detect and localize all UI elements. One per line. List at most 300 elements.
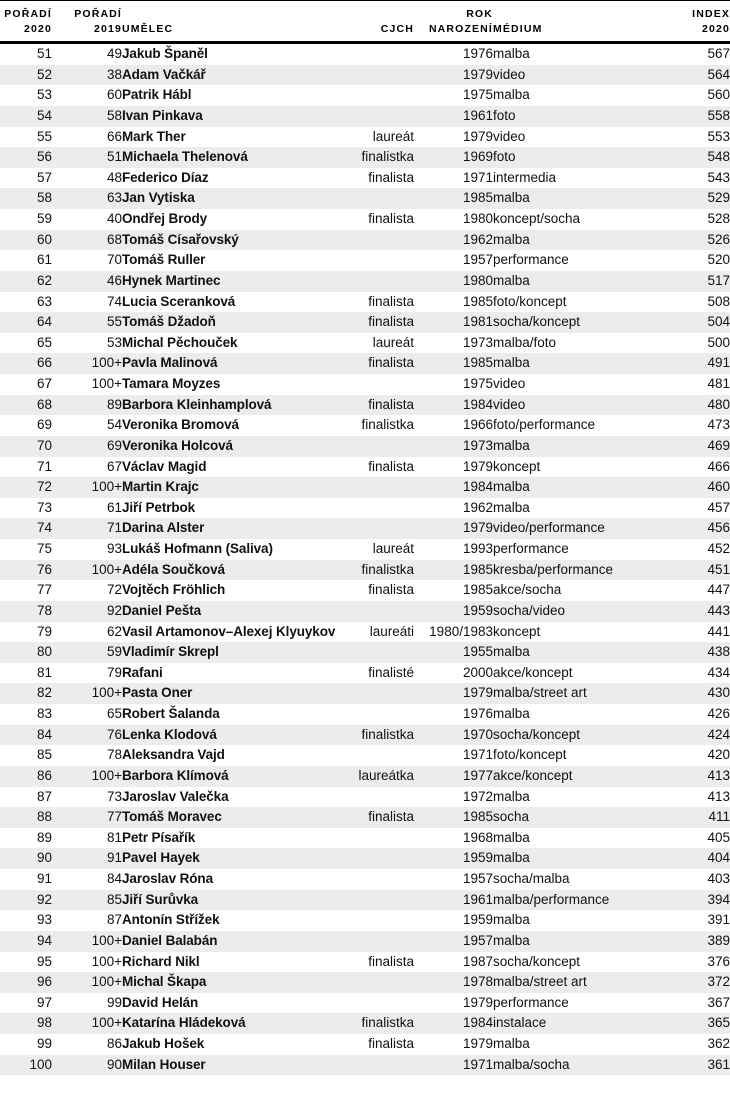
- table-row[interactable]: [0, 312, 730, 333]
- cell-rank2020: 75: [36, 541, 52, 556]
- cell-index: 413: [707, 788, 730, 804]
- cell-rank2020: 94: [36, 932, 52, 948]
- column-header-index-2020-line1: INDEX: [692, 8, 730, 20]
- cell-rank2019: 79: [106, 664, 122, 680]
- cell-year: 1970: [462, 726, 493, 742]
- table-row[interactable]: [0, 663, 730, 684]
- cell-index: 473: [707, 417, 730, 433]
- cell-artist: Michaela Thelenová: [122, 149, 248, 165]
- cell-rank2019: 48: [106, 169, 122, 185]
- cell-index: 529: [707, 190, 730, 206]
- table-row[interactable]: [0, 642, 730, 663]
- cell-artist: Lenka Klodová: [122, 726, 217, 742]
- cell-cjch: [310, 477, 414, 498]
- cell-index: 520: [707, 252, 730, 268]
- cell-rank2019: 51: [106, 149, 122, 165]
- cell-index: 434: [707, 664, 730, 680]
- table-row[interactable]: [0, 436, 730, 457]
- cell-artist: Vojtěch Fröhlich: [122, 582, 226, 598]
- cell-rank2019: 100+: [91, 561, 122, 577]
- table-row[interactable]: [0, 910, 730, 931]
- cell-medium: foto/koncept: [493, 293, 567, 309]
- cell-rank2020: 67: [36, 376, 52, 391]
- cell-artist: Rafani: [122, 664, 163, 680]
- cell-artist: Jakub Španěl: [122, 46, 208, 61]
- cell-rank2020: 55: [36, 128, 52, 144]
- cell-cjch: laureáti: [369, 623, 414, 639]
- cell-artist: Barbora Klímová: [122, 767, 229, 783]
- cell-rank2019: 53: [106, 334, 122, 350]
- cell-year: 1961: [462, 107, 493, 123]
- bottom-spacer: [0, 1075, 730, 1093]
- table-row[interactable]: [0, 560, 730, 581]
- cell-artist: Mark Ther: [122, 128, 186, 144]
- cell-medium: malba: [493, 706, 530, 721]
- cell-index: 426: [707, 706, 730, 721]
- cell-medium: malba/performance: [493, 891, 610, 907]
- cell-medium: video: [493, 128, 526, 144]
- table-row[interactable]: [0, 188, 730, 209]
- cell-rank2020: 98: [36, 1015, 52, 1031]
- cell-index: 567: [707, 46, 730, 61]
- cell-index: 553: [707, 128, 730, 144]
- cell-rank2019: 67: [106, 458, 122, 474]
- cell-rank2019: 76: [106, 726, 122, 742]
- cell-rank2020: 82: [36, 685, 52, 701]
- cell-artist: Lucia Sceranková: [122, 293, 236, 309]
- table-row[interactable]: [0, 106, 730, 127]
- table-row[interactable]: [0, 147, 730, 168]
- cell-cjch: finalisté: [368, 664, 414, 680]
- cell-rank2020: 57: [36, 169, 52, 185]
- cell-artist: Tomáš Ruller: [122, 252, 206, 268]
- table-row[interactable]: [0, 457, 730, 478]
- cell-rank2019: 70: [106, 252, 122, 268]
- cell-year: 1966: [462, 417, 493, 433]
- table-row[interactable]: [0, 333, 730, 354]
- table-row[interactable]: [0, 683, 730, 704]
- cell-rank2020: 92: [36, 891, 52, 907]
- table-row[interactable]: [0, 745, 730, 766]
- column-header-cjch-line2: CJCH: [380, 23, 414, 35]
- table-row[interactable]: [0, 539, 730, 560]
- cell-medium: malba: [493, 644, 530, 660]
- table-row[interactable]: [0, 292, 730, 313]
- table-row[interactable]: [0, 890, 730, 911]
- cell-artist: Vasil Artamonov–Alexej Klyuykov: [122, 623, 336, 639]
- cell-year: 1957: [462, 871, 493, 886]
- table-row[interactable]: [0, 250, 730, 271]
- cell-artist: Patrik Hábl: [122, 87, 192, 103]
- cell-rank2019: 63: [106, 190, 122, 206]
- cell-year: 1976: [462, 46, 493, 61]
- table-row[interactable]: [0, 766, 730, 787]
- cell-medium: koncept: [493, 458, 541, 474]
- cell-rank2020: 91: [36, 871, 52, 886]
- cell-year: 1957: [462, 252, 493, 268]
- column-header-rank-2019-line1: POŘADÍ: [74, 8, 122, 20]
- cell-rank2020: 88: [36, 809, 52, 825]
- cell-artist: Federico Díaz: [122, 169, 209, 185]
- cell-rank2020: 70: [36, 437, 52, 453]
- cell-rank2020: 89: [36, 829, 52, 845]
- cell-year: 1984: [462, 1015, 493, 1031]
- cell-index: 441: [707, 623, 730, 639]
- cell-cjch: [310, 65, 414, 86]
- cell-cjch: [310, 85, 414, 106]
- cell-medium: socha: [493, 809, 530, 825]
- cell-rank2020: 65: [36, 334, 52, 350]
- cell-rank2020: 71: [36, 458, 52, 474]
- column-header-birth-year-line1: ROK: [466, 8, 493, 20]
- cell-rank2019: 78: [106, 747, 122, 763]
- cell-medium: performance: [493, 994, 569, 1010]
- cell-rank2020: 72: [36, 479, 52, 495]
- table-row[interactable]: [0, 498, 730, 519]
- cell-rank2019: 61: [106, 499, 122, 515]
- cell-year: 1957: [462, 932, 493, 948]
- cell-rank2019: 100+: [91, 355, 122, 371]
- cell-medium: video: [493, 66, 526, 82]
- cell-year: 1979: [462, 520, 493, 536]
- cell-index: 481: [707, 376, 730, 391]
- cell-medium: akce/koncept: [493, 767, 573, 783]
- cell-rank2019: 100+: [91, 376, 122, 391]
- cell-cjch: finalista: [368, 314, 414, 330]
- cell-year: 1993: [462, 541, 493, 556]
- cell-artist: Jaroslav Róna: [122, 871, 213, 886]
- column-header-index-2020-line2: 2020: [702, 23, 730, 35]
- cell-index: 447: [707, 582, 730, 598]
- table-row[interactable]: [0, 622, 730, 643]
- table-row[interactable]: [0, 271, 730, 292]
- cell-index: 438: [707, 644, 730, 660]
- table-row[interactable]: [0, 952, 730, 973]
- cell-rank2020: 85: [36, 747, 52, 763]
- table-row[interactable]: [0, 43, 730, 65]
- cell-artist: Darina Alster: [122, 520, 205, 536]
- cell-rank2019: 40: [106, 211, 122, 226]
- cell-cjch: [310, 869, 414, 890]
- cell-artist: Jan Vytiska: [122, 190, 195, 206]
- cell-rank2020: 99: [36, 1036, 52, 1051]
- cell-rank2020: 58: [36, 190, 52, 206]
- cell-cjch: [310, 43, 414, 65]
- cell-medium: malba: [493, 479, 530, 495]
- cell-cjch: [310, 993, 414, 1014]
- cell-cjch: [310, 374, 414, 395]
- cell-index: 457: [707, 499, 730, 515]
- cell-rank2019: 100+: [91, 1015, 122, 1031]
- table-row[interactable]: [0, 168, 730, 189]
- cell-rank2020: 51: [36, 46, 52, 61]
- cell-index: 413: [707, 767, 730, 783]
- table-row[interactable]: [0, 828, 730, 849]
- table-row[interactable]: [0, 1034, 730, 1055]
- cell-year: 1985: [462, 355, 493, 371]
- cell-index: 451: [707, 561, 730, 577]
- cell-index: 403: [707, 871, 730, 886]
- cell-rank2020: 76: [36, 561, 52, 577]
- cell-rank2019: 46: [106, 272, 122, 288]
- cell-rank2020: 64: [36, 314, 52, 330]
- cell-medium: kresba/performance: [493, 561, 614, 577]
- table-row[interactable]: [0, 209, 730, 230]
- cell-medium: malba: [493, 829, 530, 845]
- cell-cjch: [310, 683, 414, 704]
- cell-medium: socha/malba: [493, 871, 570, 886]
- cell-artist: Jiří Surůvka: [122, 891, 199, 907]
- cell-rank2019: 49: [106, 46, 122, 61]
- table-row[interactable]: [0, 518, 730, 539]
- table-row[interactable]: [0, 807, 730, 828]
- cell-medium: koncept/socha: [493, 211, 581, 226]
- cell-rank2019: 89: [106, 396, 122, 412]
- cell-index: 491: [707, 355, 730, 371]
- cell-cjch: [310, 704, 414, 725]
- cell-medium: malba: [493, 1036, 530, 1051]
- cell-artist: Tomáš Džadoň: [122, 314, 216, 330]
- cell-rank2020: 68: [36, 396, 52, 412]
- cell-cjch: [310, 787, 414, 808]
- cell-rank2020: 73: [36, 499, 52, 515]
- cell-year: 1984: [462, 396, 493, 412]
- cell-year: 1977: [462, 767, 493, 783]
- cell-rank2019: 81: [106, 829, 122, 845]
- cell-artist: Jiří Petrbok: [122, 499, 196, 515]
- cell-artist: Veronika Holcová: [122, 437, 233, 453]
- cell-rank2019: 58: [106, 107, 122, 123]
- table-row[interactable]: [0, 931, 730, 952]
- cell-rank2020: 79: [36, 623, 52, 639]
- table-row[interactable]: [0, 580, 730, 601]
- cell-cjch: finalistka: [361, 149, 414, 165]
- cell-rank2020: 56: [36, 149, 52, 165]
- cell-rank2020: 83: [36, 706, 52, 721]
- cell-cjch: finalista: [368, 953, 414, 969]
- cell-rank2019: 92: [106, 602, 122, 618]
- cell-year: 1969: [462, 149, 493, 165]
- cell-artist: Robert Šalanda: [122, 706, 220, 721]
- cell-medium: malba: [493, 788, 530, 804]
- cell-year: 1980: [462, 211, 493, 226]
- cell-cjch: [310, 498, 414, 519]
- cell-rank2019: 100+: [91, 974, 122, 990]
- cell-rank2019: 100+: [91, 953, 122, 969]
- cell-rank2019: 86: [106, 1036, 122, 1051]
- cell-year: 1985: [462, 561, 493, 577]
- cell-index: 480: [707, 396, 730, 412]
- table-row[interactable]: [0, 848, 730, 869]
- cell-medium: malba: [493, 355, 530, 371]
- cell-medium: malba/socha: [493, 1056, 570, 1072]
- cell-medium: malba: [493, 912, 530, 928]
- table-row[interactable]: [0, 477, 730, 498]
- cell-index: 389: [707, 932, 730, 948]
- cell-index: 466: [707, 458, 730, 474]
- column-header-birth-year-line2: NAROZENÍ: [428, 23, 493, 35]
- table-row[interactable]: [0, 787, 730, 808]
- cell-year: 1979: [462, 66, 493, 82]
- cell-artist: Richard Nikl: [122, 953, 200, 969]
- cell-year: 1959: [462, 850, 493, 866]
- table-body: [0, 43, 730, 1076]
- cell-index: 394: [707, 891, 730, 907]
- cell-year: 1971: [462, 1056, 493, 1072]
- cell-year: 1968: [462, 829, 493, 845]
- cell-rank2020: 74: [36, 520, 52, 536]
- cell-rank2020: 63: [36, 293, 52, 309]
- cell-year: 1962: [462, 499, 493, 515]
- cell-index: 564: [707, 66, 730, 82]
- cell-artist: Pasta Oner: [122, 685, 193, 701]
- column-header-cjch: [310, 1, 414, 43]
- cell-cjch: finalistka: [361, 1015, 414, 1031]
- cell-medium: malba/foto: [493, 334, 557, 350]
- table-row[interactable]: [0, 972, 730, 993]
- table-row[interactable]: [0, 65, 730, 86]
- cell-medium: akce/socha: [493, 582, 562, 598]
- cell-artist: Michal Pěchouček: [122, 334, 238, 350]
- cell-index: 460: [707, 479, 730, 495]
- column-header-index-2020: [653, 1, 730, 43]
- cell-artist: Václav Magid: [122, 458, 207, 474]
- table-row[interactable]: [0, 993, 730, 1014]
- cell-medium: malba: [493, 190, 530, 206]
- cell-cjch: finalista: [368, 809, 414, 825]
- cell-artist: Pavla Malinová: [122, 355, 218, 371]
- cell-rank2019: 100+: [91, 685, 122, 701]
- cell-medium: foto/performance: [493, 417, 596, 433]
- table-row[interactable]: [0, 85, 730, 106]
- cell-rank2019: 59: [106, 644, 122, 660]
- table-row[interactable]: [0, 601, 730, 622]
- cell-year: 1961: [462, 891, 493, 907]
- cell-rank2020: 95: [36, 953, 52, 969]
- cell-year: 1976: [462, 706, 493, 721]
- cell-index: 548: [707, 149, 730, 165]
- cell-year: 1979: [462, 1036, 493, 1051]
- table-row[interactable]: [0, 353, 730, 374]
- cell-cjch: finalista: [368, 582, 414, 598]
- cell-rank2019: 38: [106, 66, 122, 82]
- cell-rank2020: 97: [36, 994, 52, 1010]
- cell-artist: Veronika Bromová: [122, 417, 239, 433]
- cell-year: 1985: [462, 582, 493, 598]
- cell-medium: foto: [493, 107, 516, 123]
- column-header-rank-2020-line2: 2020: [24, 23, 52, 35]
- table-row[interactable]: [0, 725, 730, 746]
- cell-index: 430: [707, 685, 730, 701]
- cell-cjch: laureát: [372, 128, 414, 144]
- table-row[interactable]: [0, 415, 730, 436]
- cell-index: 508: [707, 293, 730, 309]
- cell-index: 391: [707, 912, 730, 928]
- cell-index: 517: [707, 272, 730, 288]
- cell-year: 1980: [462, 272, 493, 288]
- cell-medium: performance: [493, 541, 569, 556]
- cell-rank2020: 61: [36, 252, 52, 268]
- cell-medium: socha/video: [493, 602, 566, 618]
- table-row[interactable]: [0, 704, 730, 725]
- cell-cjch: [310, 972, 414, 993]
- cell-artist: Vladimír Skrepl: [122, 644, 219, 660]
- table-header: [0, 1, 730, 43]
- cell-year: 1971: [462, 747, 493, 763]
- column-header-medium-line2: MÉDIUM: [493, 23, 543, 35]
- cell-rank2019: 84: [106, 871, 122, 886]
- cell-medium: foto: [493, 149, 516, 165]
- cell-cjch: finalista: [368, 1036, 414, 1051]
- table-row[interactable]: [0, 127, 730, 148]
- cell-medium: akce/koncept: [493, 664, 573, 680]
- column-header-artist-line2: UMĚLEC: [122, 23, 174, 35]
- cell-artist: David Helán: [122, 994, 199, 1010]
- cell-index: 500: [707, 334, 730, 350]
- cell-medium: malba: [493, 932, 530, 948]
- table-row[interactable]: [0, 395, 730, 416]
- cell-medium: malba: [493, 87, 530, 103]
- table-row[interactable]: [0, 1013, 730, 1034]
- cell-rank2019: 77: [106, 809, 122, 825]
- cell-year: 1979: [462, 458, 493, 474]
- cell-cjch: [310, 931, 414, 952]
- table-header-row: [0, 1, 730, 43]
- cell-index: 543: [707, 169, 730, 185]
- cell-year: 1973: [462, 334, 493, 350]
- cell-year: 1962: [462, 231, 493, 247]
- table-row[interactable]: [0, 869, 730, 890]
- cell-medium: malba: [493, 46, 530, 61]
- table-row[interactable]: [0, 1055, 730, 1076]
- cell-year: 1975: [462, 376, 493, 391]
- cell-artist: Barbora Kleinhamplová: [122, 396, 272, 412]
- cell-index: 361: [707, 1056, 730, 1072]
- cell-medium: instalace: [493, 1015, 547, 1031]
- cell-rank2020: 90: [36, 850, 52, 866]
- cell-year: 1980/1983: [429, 623, 493, 639]
- cell-medium: malba/street art: [493, 685, 587, 701]
- cell-artist: Daniel Pešta: [122, 602, 202, 618]
- cell-medium: malba/street art: [493, 974, 587, 990]
- cell-index: 404: [707, 850, 730, 866]
- cell-rank2020: 96: [36, 974, 52, 990]
- column-header-artist: [122, 1, 310, 43]
- column-header-rank-2020: [0, 1, 52, 43]
- cell-cjch: [310, 890, 414, 911]
- cell-index: 443: [707, 602, 730, 618]
- cell-index: 528: [707, 211, 730, 226]
- cell-rank2020: 100: [29, 1056, 52, 1072]
- cell-rank2019: 87: [106, 912, 122, 928]
- cell-medium: performance: [493, 252, 569, 268]
- table-row[interactable]: [0, 230, 730, 251]
- cell-cjch: finalista: [368, 169, 414, 185]
- cell-index: 558: [707, 107, 730, 123]
- cell-cjch: finalista: [368, 355, 414, 371]
- cell-medium: malba: [493, 231, 530, 247]
- cell-year: 1975: [462, 87, 493, 103]
- column-header-medium: [493, 1, 653, 43]
- cell-year: 1985: [462, 809, 493, 825]
- table-row[interactable]: [0, 374, 730, 395]
- cell-rank2019: 99: [106, 994, 122, 1010]
- cell-rank2020: 87: [36, 788, 52, 804]
- cell-index: 420: [707, 747, 730, 763]
- cell-year: 1984: [462, 479, 493, 495]
- cell-medium: foto/koncept: [493, 747, 567, 763]
- cell-artist: Katarína Hládeková: [122, 1015, 246, 1031]
